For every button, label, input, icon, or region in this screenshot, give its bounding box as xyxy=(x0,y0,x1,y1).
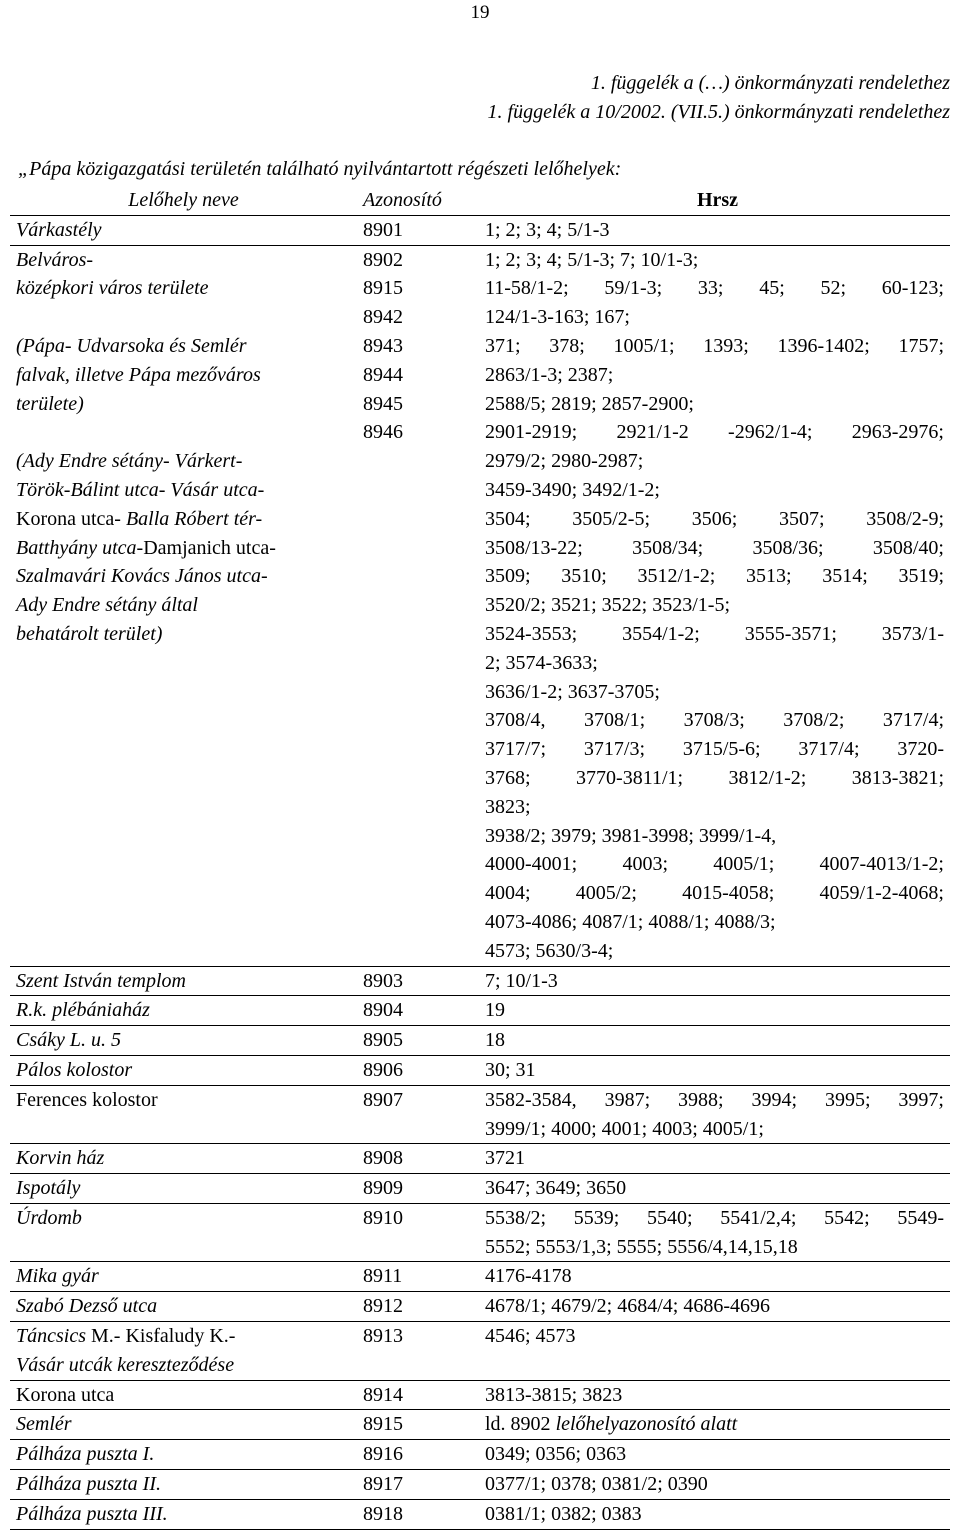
site-hrsz: 7; 10/1-3 xyxy=(485,969,558,992)
site-id: 8917 xyxy=(363,1473,403,1496)
site-hrsz: 3813-3815; 3823 xyxy=(485,1383,623,1406)
site-id: 8914 xyxy=(363,1383,403,1406)
site-hrsz-line: 124/1-3-163; 167; xyxy=(485,306,630,329)
site-id: 8913 xyxy=(363,1325,403,1348)
site-hrsz-line: 2863/1-3; 2387; xyxy=(485,363,614,386)
site-name: Úrdomb xyxy=(16,1206,82,1229)
site-hrsz-line: 2901-2919; 2921/1-2 -2962/1-4; 2963-2976; xyxy=(485,421,944,444)
table-row xyxy=(10,1292,950,1322)
site-id: 8918 xyxy=(363,1502,403,1525)
site-id: 8909 xyxy=(363,1177,403,1200)
table-row xyxy=(10,966,950,996)
site-name: Pálháza puszta I. xyxy=(16,1443,155,1466)
table-row xyxy=(10,215,950,245)
site-name: Semlér xyxy=(16,1413,72,1436)
site-hrsz-line: 3508/13-22; 3508/34; 3508/36; 3508/40; xyxy=(485,536,944,559)
site-id: 8906 xyxy=(363,1058,403,1081)
site-name-line xyxy=(16,303,351,332)
sites-table xyxy=(10,186,950,1530)
site-name: R.k. plébániaház xyxy=(16,999,150,1022)
header-line-1: 1. függelék a (…) önkormányzati rendelethez xyxy=(590,72,950,94)
table-row xyxy=(10,996,950,1026)
site-hrsz-line: 3509; 3510; 3512/1-2; 3513; 3514; 3519; xyxy=(485,565,944,588)
site-id: 8907 xyxy=(363,1088,403,1111)
site-hrsz-line: 2; 3574-3633; xyxy=(485,651,598,674)
site-name: Pálháza puszta III. xyxy=(16,1502,168,1525)
site-hrsz: 30; 31 xyxy=(485,1058,536,1081)
table-row xyxy=(10,1380,950,1410)
site-name: Mika gyár xyxy=(16,1265,99,1288)
table-row xyxy=(10,1174,950,1204)
site-name-line: Korona utca- Balla Róbert tér- xyxy=(16,507,263,530)
site-name: Ispotály xyxy=(16,1177,81,1200)
site-name: Csáky L. u. 5 xyxy=(16,1029,121,1052)
site-id: 8903 xyxy=(363,969,403,992)
table-row xyxy=(10,1410,950,1440)
header-line-2: 1. függelék a 10/2002. (VII.5.) önkormányzati rendelethez xyxy=(487,101,950,123)
site-hrsz: 4678/1; 4679/2; 4684/4; 4686-4696 xyxy=(485,1295,770,1318)
site-hrsz-line: 4573; 5630/3-4; xyxy=(485,939,614,962)
site-hrsz: 5538/2; 5539; 5540; 5541/2,4; 5542; 5549- 5552; 5553/1,3; 5555; 5556/4,14,15,18 xyxy=(485,1206,944,1258)
site-hrsz-line: 3708/4, 3708/1; 3708/3; 3708/2; 3717/4; xyxy=(485,709,944,732)
site-name-line: Batthyány utca-Damjanich utca- xyxy=(16,536,276,559)
site-name-line: középkori város területe xyxy=(16,277,209,300)
site-name-line: (Ady Endre sétány- Várkert- xyxy=(16,450,243,473)
table-row xyxy=(10,1262,950,1292)
table-row-belvaros xyxy=(10,245,950,966)
column-header-name: Lelőhely neve xyxy=(128,189,239,211)
table-row xyxy=(10,1470,950,1500)
site-ids xyxy=(357,245,479,966)
site-name-line: Ady Endre sétány által xyxy=(16,594,198,617)
site-id: 8912 xyxy=(363,1295,403,1318)
document-title: „Pápa közigazgatási területén található nyilvántartott régészeti lelőhelyek: xyxy=(18,158,622,180)
site-name: Korvin ház xyxy=(16,1147,105,1170)
site-hrsz-line: 3520/2; 3521; 3522; 3523/1-5; xyxy=(485,594,730,617)
site-hrsz-line: 4000-4001; 4003; 4005/1; 4007-4013/1-2; xyxy=(485,853,944,876)
site-hrsz: 4546; 4573 xyxy=(485,1325,576,1348)
site-hrsz-line: 3459-3490; 3492/1-2; xyxy=(485,478,660,501)
site-id-line: 8945 xyxy=(363,392,403,415)
site-hrsz: 0377/1; 0378; 0381/2; 0390 xyxy=(485,1473,708,1496)
column-header-id: Azonosító xyxy=(363,189,442,211)
site-name xyxy=(10,245,357,966)
site-hrsz-line: 11-58/1-2; 59/1-3; 33; 45; 52; 60-123; xyxy=(485,277,944,300)
site-id: 8904 xyxy=(363,999,403,1022)
site-id-line: 8943 xyxy=(363,334,403,357)
table-row xyxy=(10,1203,950,1262)
site-hrsz-line: 4073-4086; 4087/1; 4088/1; 4088/3; xyxy=(485,910,776,933)
site-name: Korona utca xyxy=(16,1383,115,1406)
site-hrsz-line: 3823; xyxy=(485,795,531,818)
site-id: 8905 xyxy=(363,1029,403,1052)
site-hrsz: ld. 8902 lelőhelyazonosító alatt xyxy=(485,1413,738,1436)
site-name-line: Török-Bálint utca- Vásár utca- xyxy=(16,478,265,501)
site-hrsz: 19 xyxy=(485,999,505,1022)
site-hrsz-line: 1; 2; 3; 4; 5/1-3; 7; 10/1-3; xyxy=(485,248,699,271)
site-hrsz-line: 3524-3553; 3554/1-2; 3555-3571; 3573/1- xyxy=(485,622,944,645)
site-hrsz: 3647; 3649; 3650 xyxy=(485,1177,627,1200)
site-name-line: területe) xyxy=(16,392,84,415)
column-header-hrsz: Hrsz xyxy=(696,189,739,211)
site-id-line: 8946 xyxy=(363,421,403,444)
table-row xyxy=(10,1499,950,1529)
site-hrsz-line: 3504; 3505/2-5; 3506; 3507; 3508/2-9; xyxy=(485,507,944,530)
site-hrsz xyxy=(479,245,950,966)
site-name-line xyxy=(16,418,351,447)
table-row xyxy=(10,1026,950,1056)
site-id: 8916 xyxy=(363,1443,403,1466)
site-name: Szabó Dezső utca xyxy=(16,1295,158,1318)
site-hrsz-line: 3938/2; 3979; 3981-3998; 3999/1-4, xyxy=(485,824,777,847)
table-row xyxy=(10,1144,950,1174)
table-header-row xyxy=(10,186,950,215)
site-name-line: Szalmavári Kovács János utca- xyxy=(16,565,268,588)
table-row xyxy=(10,1085,950,1144)
site-name: Táncsics M.- Kisfaludy K.- Vásár utcák kereszteződése xyxy=(16,1325,236,1376)
site-id-line: 8902 xyxy=(363,248,403,271)
site-hrsz: 18 xyxy=(485,1029,505,1052)
site-id: 8910 xyxy=(363,1206,403,1229)
site-id: 8901 xyxy=(363,218,403,241)
site-name: Pálos kolostor xyxy=(16,1058,133,1081)
site-hrsz: 1; 2; 3; 4; 5/1-3 xyxy=(485,218,610,241)
site-hrsz-line: 3636/1-2; 3637-3705; xyxy=(485,680,660,703)
site-id: 8908 xyxy=(363,1147,403,1170)
site-name: Ferences kolostor xyxy=(16,1088,158,1111)
site-hrsz: 4176-4178 xyxy=(485,1265,572,1288)
site-name-line: (Pápa- Udvarsoka és Semlér xyxy=(16,334,247,357)
page-number: 19 xyxy=(470,2,490,23)
site-name: Szent István templom xyxy=(16,969,186,992)
site-hrsz: 0381/1; 0382; 0383 xyxy=(485,1502,642,1525)
table-row xyxy=(10,1440,950,1470)
site-hrsz-line: 371; 378; 1005/1; 1393; 1396-1402; 1757; xyxy=(485,334,944,357)
site-id-line: 8944 xyxy=(363,363,403,386)
site-name-line: Belváros- xyxy=(16,248,94,271)
table-row xyxy=(10,1322,950,1381)
site-hrsz-line: 4004; 4005/2; 4015-4058; 4059/1-2-4068; xyxy=(485,882,944,905)
table-row xyxy=(10,1055,950,1085)
site-hrsz: 0349; 0356; 0363 xyxy=(485,1443,627,1466)
site-id: 8911 xyxy=(363,1265,403,1288)
site-hrsz-line: 2588/5; 2819; 2857-2900; xyxy=(485,392,694,415)
site-hrsz-line: 3768; 3770-3811/1; 3812/1-2; 3813-3821; xyxy=(485,766,944,789)
site-id: 8915 xyxy=(363,1413,403,1436)
site-hrsz: 3582-3584, 3987; 3988; 3994; 3995; 3997; 3999/1; 4000; 4001; 4003; 4005/1; xyxy=(485,1088,944,1140)
site-name: Pálháza puszta II. xyxy=(16,1473,161,1496)
site-name-line: falvak, illetve Pápa mezőváros xyxy=(16,363,261,386)
site-hrsz-line: 2979/2; 2980-2987; xyxy=(485,450,644,473)
site-name: Várkastély xyxy=(16,218,102,241)
site-name-line: behatárolt terület) xyxy=(16,622,163,645)
site-id-line: 8915 xyxy=(363,277,403,300)
site-hrsz-line: 3717/7; 3717/3; 3715/5-6; 3717/4; 3720- xyxy=(485,738,944,761)
site-hrsz: 3721 xyxy=(485,1147,525,1170)
site-id-line: 8942 xyxy=(363,306,403,329)
